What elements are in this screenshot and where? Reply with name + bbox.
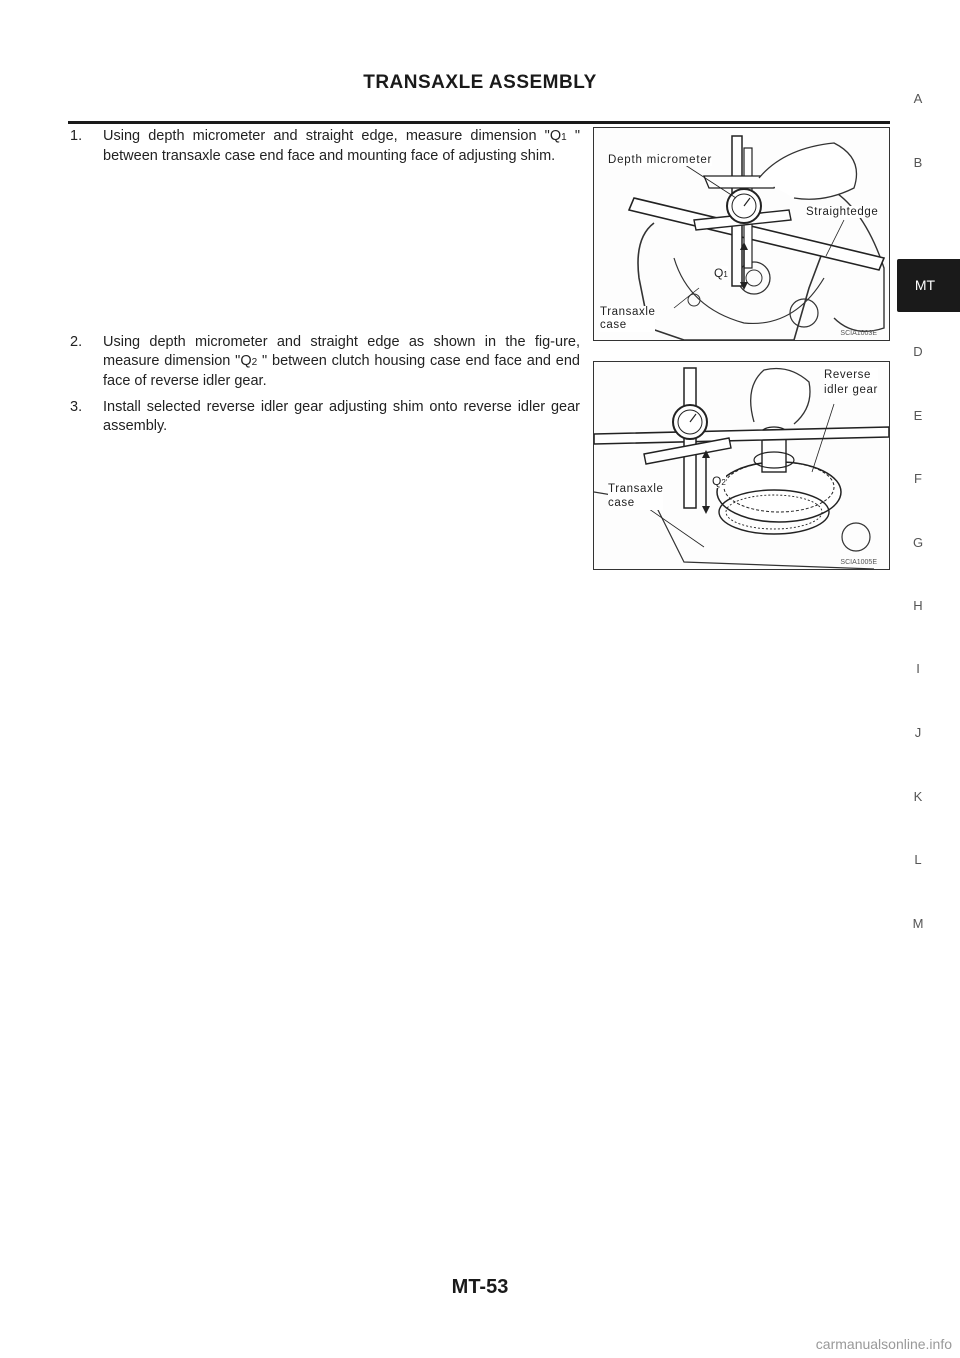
side-index-b[interactable]: B bbox=[913, 155, 923, 170]
label-reverse-idler-gear bbox=[824, 368, 878, 398]
step-2 bbox=[70, 333, 580, 391]
side-index-i[interactable]: I bbox=[916, 661, 920, 676]
step-number: 2. bbox=[70, 334, 83, 350]
side-index-d[interactable]: D bbox=[913, 344, 923, 359]
step-1 bbox=[70, 127, 580, 166]
dim-letter: Q bbox=[714, 266, 724, 280]
label-line: Reverse bbox=[824, 369, 872, 381]
side-index-g[interactable]: G bbox=[912, 535, 924, 550]
watermark[interactable]: carmanualsonline.info bbox=[815, 1336, 952, 1352]
step-text: Using depth micrometer and straight edge, measure dimension "Q bbox=[103, 128, 562, 144]
procedure-steps bbox=[70, 127, 580, 436]
step-text-cont: " between transaxle case end face and mounting face of adjusting shim. bbox=[103, 128, 580, 164]
label-line: case bbox=[608, 497, 635, 509]
figure-depth-micrometer-q1 bbox=[593, 127, 890, 341]
step-number: 1. bbox=[70, 128, 83, 144]
dim-letter: Q bbox=[712, 474, 722, 488]
label-line: case bbox=[600, 319, 627, 331]
figure-code: SCIA1003E bbox=[840, 330, 877, 337]
side-index-mt-active[interactable] bbox=[897, 259, 960, 312]
side-index-f[interactable]: F bbox=[914, 471, 922, 486]
page-title: TRANSAXLE ASSEMBLY bbox=[363, 72, 597, 93]
dim-sub: 2 bbox=[721, 478, 726, 487]
label-straightedge: Straightedge bbox=[806, 206, 879, 218]
figure-depth-micrometer-q2 bbox=[593, 361, 890, 570]
label-line: idler gear bbox=[824, 384, 878, 396]
step-text: Using depth micrometer and straight edge as shown in the fig-ure, measure dimension "Q bbox=[103, 334, 580, 369]
dimension-subscript: 2 bbox=[251, 357, 258, 368]
label-dimension-q1 bbox=[714, 266, 728, 280]
side-tab-label: MT bbox=[914, 277, 936, 293]
dimension-subscript: 1 bbox=[561, 132, 567, 143]
label-line: Transaxle bbox=[608, 483, 664, 495]
side-index-m[interactable]: M bbox=[912, 916, 924, 931]
page-number: MT-53 bbox=[451, 1276, 509, 1298]
label-transaxle-case bbox=[600, 306, 655, 332]
label-dimension-q2 bbox=[712, 474, 726, 488]
side-index-a[interactable]: A bbox=[913, 91, 923, 106]
dim-sub: 1 bbox=[723, 270, 728, 279]
side-index-h[interactable]: H bbox=[913, 598, 923, 613]
label-line: Transaxle bbox=[600, 306, 656, 318]
side-index-l[interactable]: L bbox=[914, 852, 922, 867]
step-3 bbox=[70, 398, 580, 436]
title-rule bbox=[68, 121, 890, 124]
label-depth-micrometer: Depth micrometer bbox=[608, 154, 713, 166]
side-index-e[interactable]: E bbox=[913, 408, 923, 423]
step-text: Install selected reverse idler gear adjusting shim onto reverse idler gear assembly. bbox=[103, 399, 580, 434]
side-index-k[interactable]: K bbox=[913, 789, 923, 804]
label-transaxle-case bbox=[608, 482, 663, 510]
side-index-j[interactable]: J bbox=[914, 725, 922, 740]
step-text-cont: " between clutch housing case end face and end face of reverse idler gear. bbox=[103, 353, 580, 389]
figure-code: SCIA1005E bbox=[840, 559, 877, 566]
step-number: 3. bbox=[70, 399, 83, 415]
